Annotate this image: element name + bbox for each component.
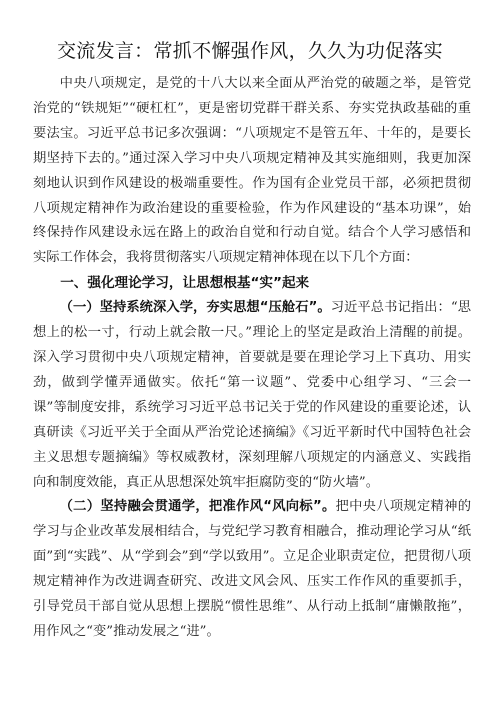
section-heading: 一、强化理论学习，让思想根基“实”起来: [60, 275, 310, 292]
paragraph-2-text: 把中央八项规定精神的学习与企业改革发展相结合，与党纪学习教育相融合，推动理论学习从“纸面”到“实践”、从“学到会”到“学以致用”。立足企业职责定位，把贯彻八项规定精神作为改进调查研究、改进文风会风、压实工作作风的重要抓手，引导党员干部自觉从思想上摆脱“惯性思维”、从行动上抵制“庸懒散拖”，用作风之“变”推动发展之“进”。: [33, 499, 471, 639]
document-body: [33, 72, 471, 645]
paragraph-2: [33, 495, 471, 644]
document-title: 交流发言：常抓不懈强作风，久久为功促落实: [56, 40, 443, 62]
paragraph-1: [33, 296, 471, 495]
paragraph-1-lead: （一）坚持系统深入学，夯实思想“压舱石”。: [59, 300, 331, 316]
paragraph-2-lead: （二）坚持融会贯通学，把准作风“风向标”。: [59, 499, 336, 515]
intro-paragraph: 中央八项规定，是党的十八大以来全面从严治党的破题之举，是管党治党的“铁规矩”“硬杠杠”，更是密切党群干群关系、夯实党执政基础的重要法宝。习近平总书记多次强调：“八项规定不是管五年、十年的，是要长期坚持下去的。”通过深入学习中央八项规定精神及其实施细则，我更加深刻地认识到作风建设的极端重要性。作为国有企业党员干部，必须把贯彻八项规定精神作为政治建设的重要检验，作为作风建设的“基本功课”，始终保持作风建设永远在路上的政治自觉和行动自觉。结合个人学习感悟和实际工作体会，我将贯彻落实八项规定精神体现在以下几个方面：: [33, 76, 471, 266]
paragraph-1-text: 习近平总书记指出：“思想上的松一寸，行动上就会散一尺。”理论上的坚定是政治上清醒的前提。深入学习贯彻中央八项规定精神，首要就是要在理论学习上下真功、用实劲，做到学懂弄通做实。依托“第一议题”、党委中心组学习、“三会一课”等制度安排，系统学习习近平总书记关于党的作风建设的重要论述，认真研读《习近平关于全面从严治党论述摘编》《习近平新时代中国特色社会主义思想专题摘编》等权威教材，深刻理解八项规定的内涵意义、实践指向和制度效能，真正从思想深处筑牢拒腐防变的“防火墙”。: [33, 300, 471, 490]
